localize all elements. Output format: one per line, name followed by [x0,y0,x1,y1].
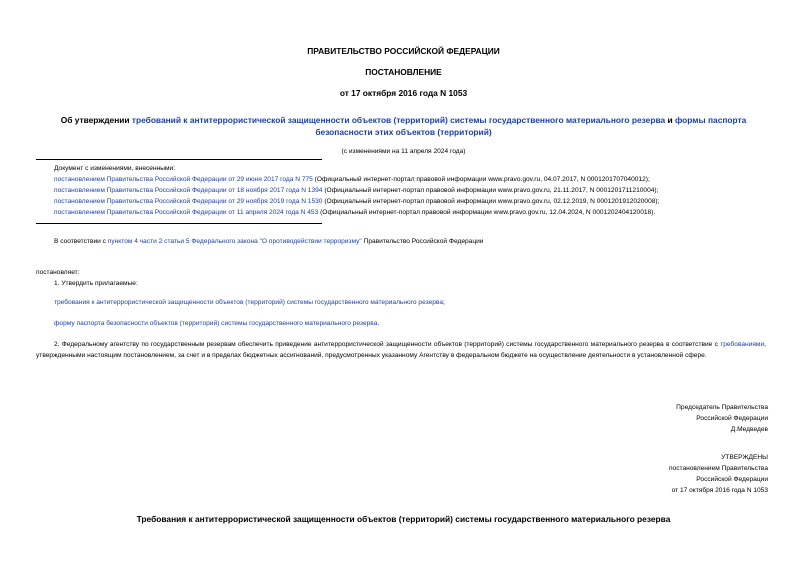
divider-top [36,159,322,160]
changes-item-source: (Официальный интернет-портал правовой информации www.pravo.gov.ru, 04.07.2017, N 0001201707040012); [312,176,650,183]
changes-item-link[interactable]: постановлением Правительства Российской Федерации от 18 ноября 2017 года N 1394 [54,187,323,194]
changes-item-source: (Официальный интернет-портал правовой информации www.pravo.gov.ru, 12.04.2024, N 0001202404120018). [318,209,656,216]
changes-item [54,185,784,196]
title-prefix: Об утверждении [60,115,132,125]
approval-date: от 17 октября 2016 года N 1053 [671,487,768,494]
preamble-suffix: Правительство Российской Федерации [361,238,484,245]
approved-requirements-link[interactable]: требования к антитеррористической защищенности объектов (территорий) системы государственного материального резерва [54,299,444,306]
divider-bottom [36,223,322,224]
changes-item-link[interactable]: постановлением Правительства Российской Федерации от 29 июня 2017 года N 775 [54,176,313,183]
changes-item [54,196,784,207]
item-2-requirements-link[interactable]: требованиями [720,341,765,348]
changes-item-link[interactable]: постановлением Правительства Российской Федерации от 11 апреля 2024 года N 453 [54,209,319,216]
changes-item-link[interactable]: постановлением Правительства Российской Федерации от 29 ноября 2019 года N 1530 [54,198,323,205]
changes-item [54,207,784,218]
item-2 [36,339,766,361]
changes-item-source: (Официальный интернет-портал правовой информации www.pravo.gov.ru, 02.12.2019, N 0001201912020008); [322,198,660,205]
changes-item [54,174,784,185]
signature-country: Российской Федерации [696,415,768,422]
item-2-text-end: , утвержденными настоящим постановлением, за счет и в пределах бюджетных ассигнований, предусмотренных указанному Агентству в федеральном бюджете на осуществление деятельности в установленной сфере. [36,341,766,359]
changes-intro: Документ с изменениями, внесенными: [54,165,176,172]
preamble-law-link[interactable]: пунктом 4 части 2 статьи 5 Федерального закона "О противодействии терроризму" [107,238,362,245]
approval-stamp [468,452,768,496]
title-middle: и [665,115,675,125]
approved-punct: . [377,320,380,327]
approval-line: постановлением Правительства [668,465,768,472]
title-link-passport-form[interactable]: формы паспорта безопасности этих объектов (территорий) [315,115,747,137]
approved-item-passport [54,318,774,329]
requirements-title: Требования к антитеррористической защищенности объектов (территорий) системы государственного материального резерва [136,514,671,524]
preamble-prefix: В соответствии с [54,238,108,245]
document-type: ПОСТАНОВЛЕНИЕ [365,67,442,77]
item-1: 1. Утвердить прилагаемые: [54,280,138,287]
changes-item-source: (Официальный интернет-портал правовой информации www.pravo.gov.ru, 21.11.2017, N 0001201711210004); [322,187,659,194]
approved-punct: ; [443,299,445,306]
document-title [36,114,771,138]
title-link-requirements[interactable]: требований к антитеррористической защищенности объектов (территорий) системы государственного материального резерва [131,115,666,125]
decrees-word: постановляет: [36,269,80,276]
approval-line: Российской Федерации [696,476,768,483]
government-name: ПРАВИТЕЛЬСТВО РОССИЙСКОЙ ФЕДЕРАЦИИ [307,46,500,56]
approved-passport-link[interactable]: форму паспорта безопасности объектов (территорий) системы государственного материального резерва [54,320,378,327]
signature-block [468,402,768,435]
approval-heading: УТВЕРЖДЕНЫ [721,454,768,461]
amendment-note: (с изменениями на 11 апреля 2024 года) [341,148,466,155]
document-date-number: от 17 октября 2016 года N 1053 [339,88,468,98]
signature-position: Председатель Правительства [676,404,768,411]
approved-item-requirements [54,297,774,308]
preamble [54,236,774,247]
changes-block [54,163,784,218]
item-2-text: 2. Федеральному агентству по государственным резервам обеспечить приведение антитеррористической защищенности объектов (территорий) системы государственного материального резерва в соответствие с [54,341,721,348]
signature-name: Д.Медведев [730,426,768,433]
